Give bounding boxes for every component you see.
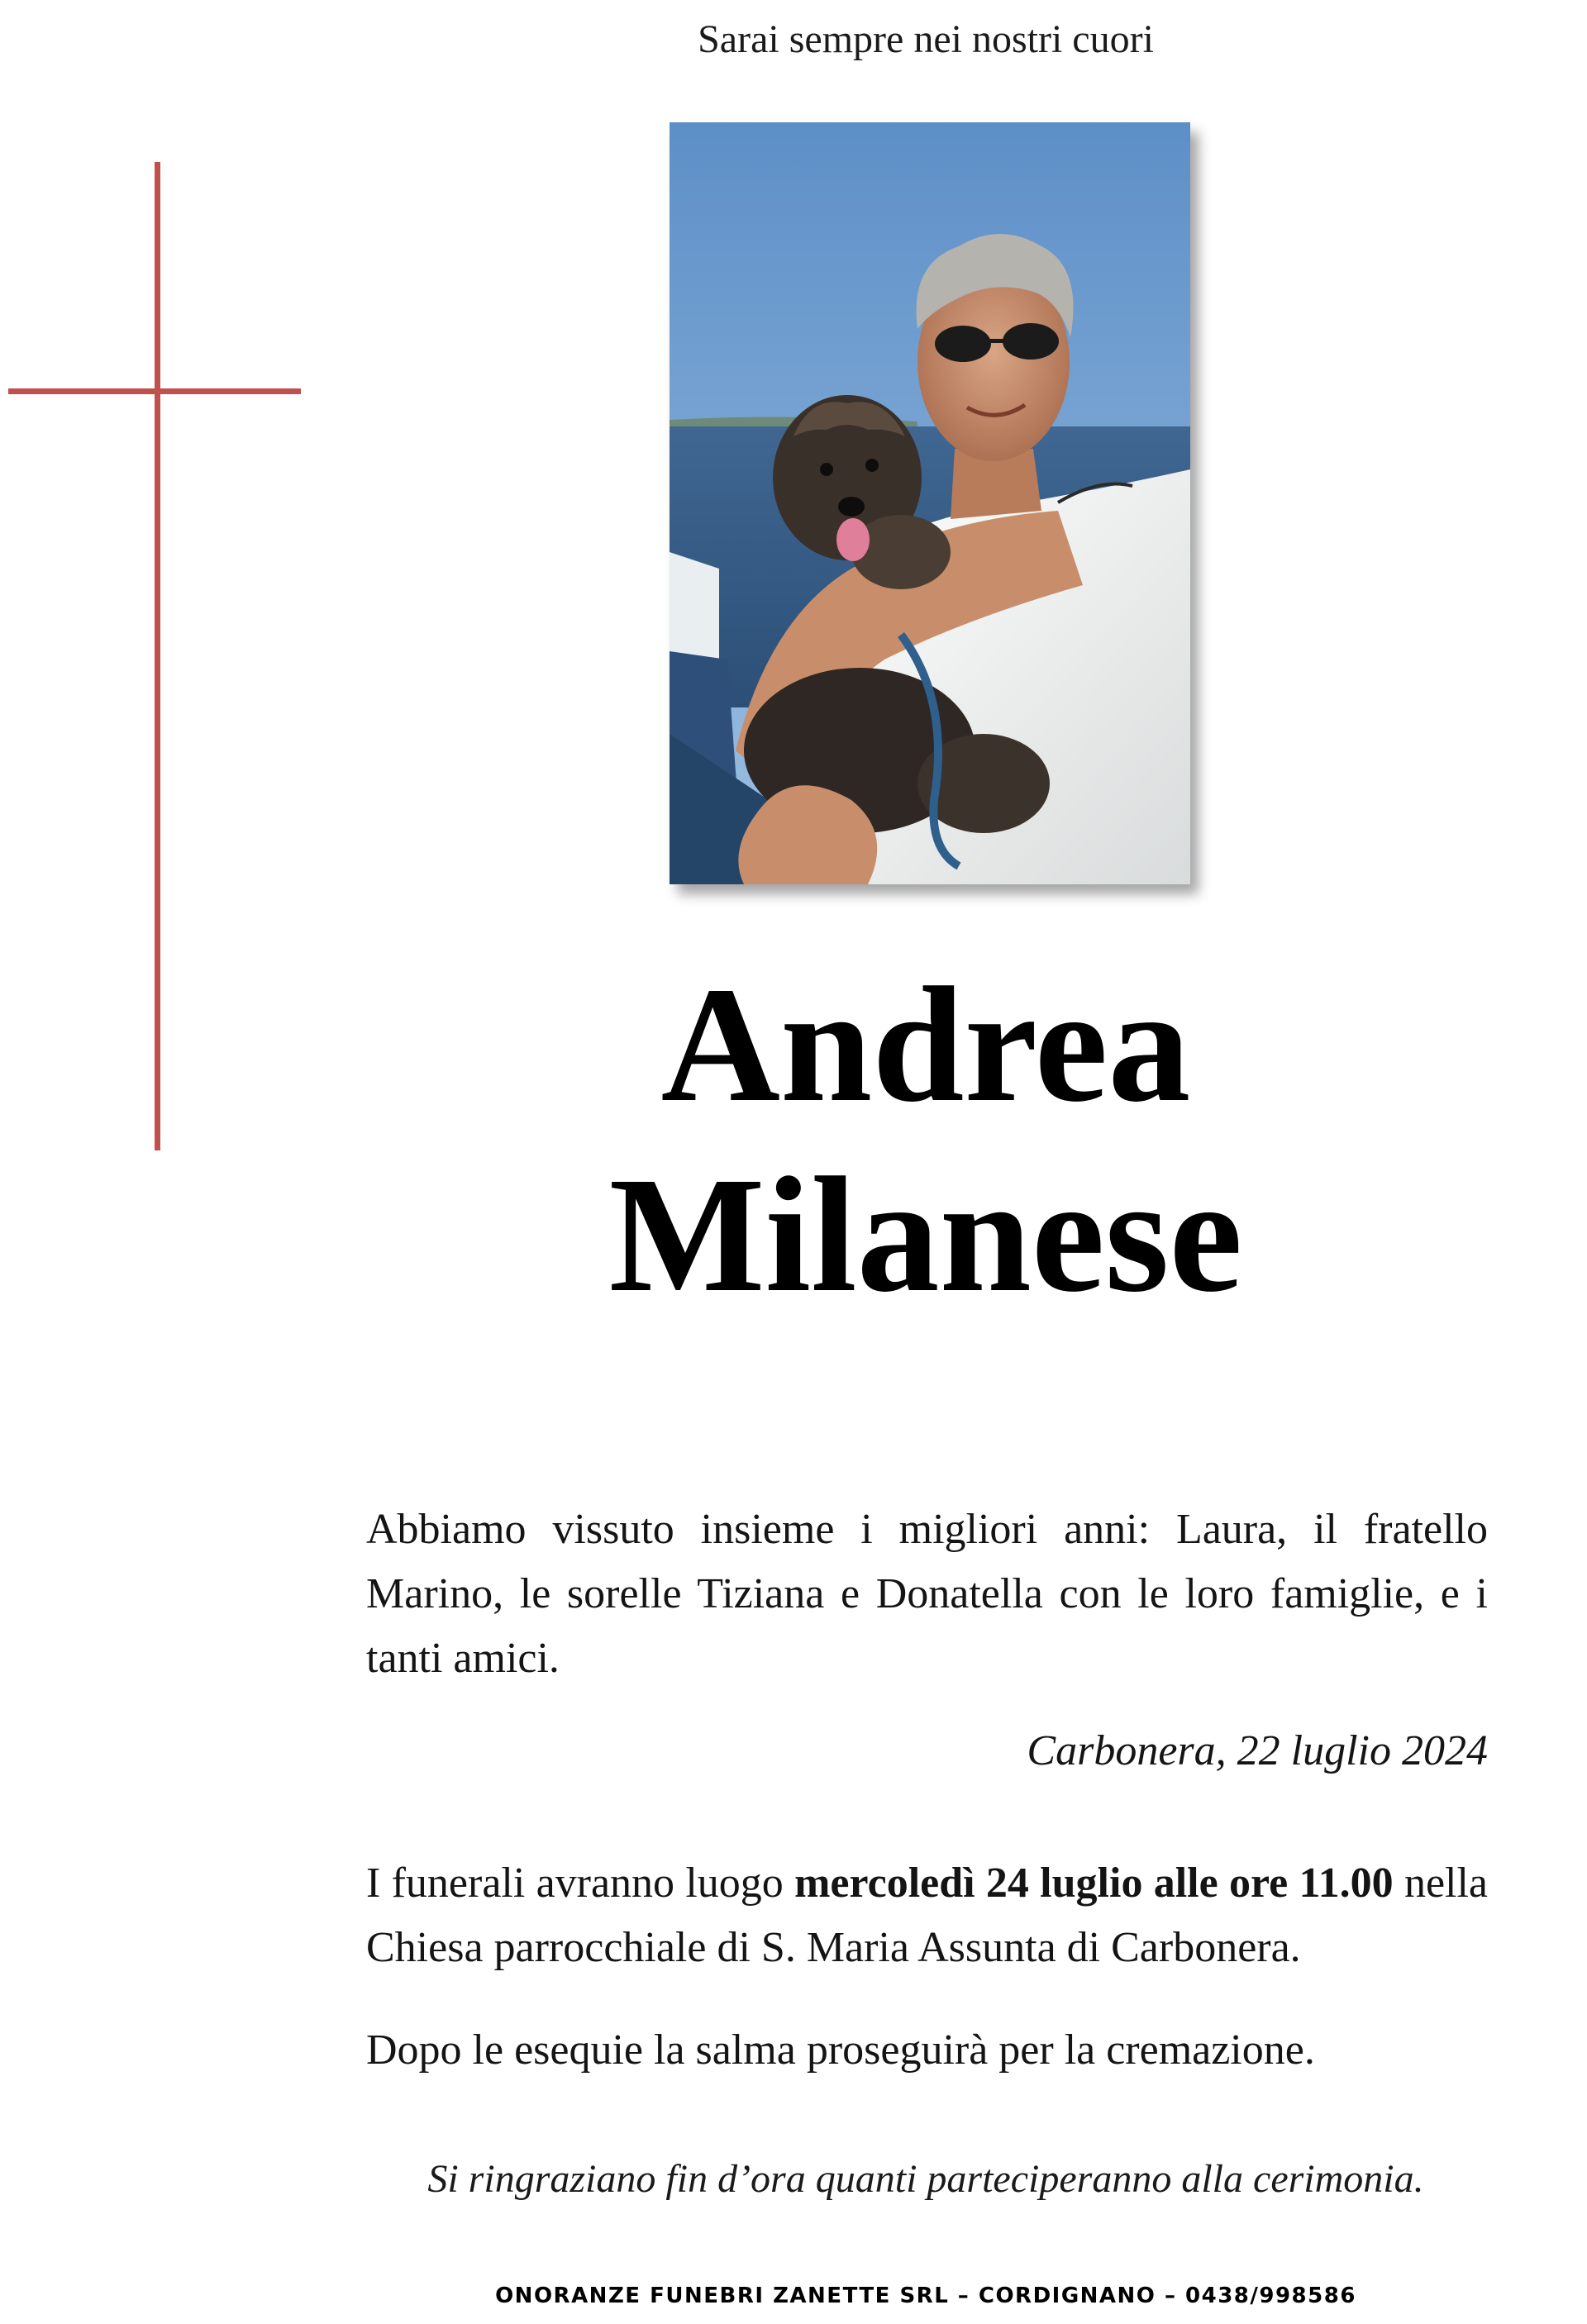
survivors-paragraph: Abbiamo vissuto insieme i migliori anni: Laura, il fratello Marino, le sorelle Tiziana e Donatella con le loro famiglie, e i tanti amici.	[366, 1506, 1488, 1682]
thanks-note: Si ringraziano fin d’ora quanti parteciperanno alla cerimonia.	[427, 2157, 1424, 2201]
deceased-last-name: Milanese	[608, 1144, 1243, 1326]
funeral-details-paragraph	[366, 1851, 1488, 1980]
portrait-photo	[670, 122, 1190, 884]
funeral-date-time: mercoledì 24 luglio alle ore 11.00	[794, 1860, 1394, 1907]
memorial-tagline: Sarai sempre nei nostri cuori	[698, 17, 1154, 61]
cremation-note: Dopo le esequie la salma proseguirà per la cremazione.	[366, 2026, 1315, 2074]
deceased-first-name: Andrea	[660, 954, 1191, 1136]
funeral-intro: I funerali avranno luogo	[366, 1860, 795, 1907]
funeral-agency-footer: ONORANZE FUNEBRI ZANETTE SRL – CORDIGNANO – 0438/998586	[495, 2284, 1356, 2308]
place-and-date: Carbonera, 22 luglio 2024	[1027, 1727, 1488, 1774]
cross-horizontal-bar	[8, 388, 301, 394]
funeral-location: nella Chiesa parrocchiale di S. Maria Assunta di Carbonera.	[366, 1860, 1488, 1971]
